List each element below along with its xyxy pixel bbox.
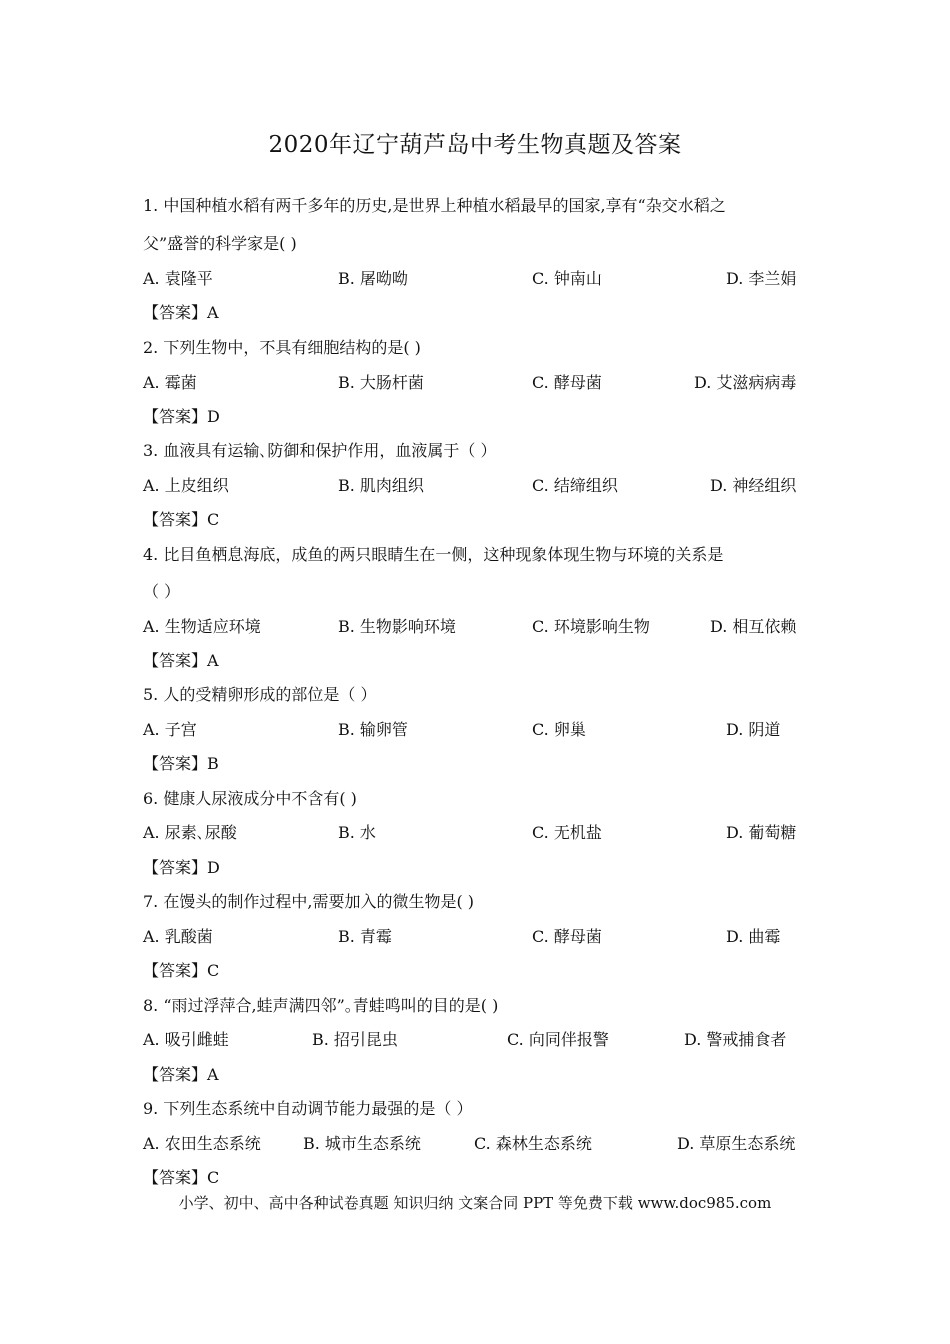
question-4-line-1: 4. 比目鱼栖息海底，成鱼的两只眼睛生在一侧，这种现象体现生物与环境的关系是 bbox=[143, 545, 724, 564]
question-7-answer: 【答案】C bbox=[143, 961, 220, 980]
question-6-option-c: C. 无机盐 bbox=[532, 823, 602, 842]
question-5-option-a: A. 子宫 bbox=[143, 720, 197, 739]
page-title: 2020年辽宁葫芦岛中考生物真题及答案 bbox=[268, 132, 682, 158]
question-3-line-1: 3. 血液具有运输､防御和保护作用，血液属于（ ） bbox=[143, 441, 497, 460]
question-4-option-b: B. 生物影响环境 bbox=[338, 617, 456, 636]
question-5-answer: 【答案】B bbox=[143, 754, 219, 773]
question-8-line-1: 8. “雨过浮萍合,蛙声满四邻”｡青蛙鸣叫的目的是( ) bbox=[143, 996, 499, 1015]
question-7-option-b: B. 青霉 bbox=[338, 927, 392, 946]
question-1-line-2: 父”盛誉的科学家是( ) bbox=[143, 234, 297, 253]
question-9-option-b: B. 城市生态系统 bbox=[303, 1134, 421, 1153]
question-8-answer: 【答案】A bbox=[143, 1065, 219, 1084]
question-2-option-c: C. 酵母菌 bbox=[532, 373, 602, 392]
question-3-option-c: C. 结缔组织 bbox=[532, 476, 618, 495]
question-6-option-d: D. 葡萄糖 bbox=[726, 823, 797, 842]
question-7-line-1: 7. 在馒头的制作过程中,需要加入的微生物是( ) bbox=[143, 892, 475, 911]
question-6-option-b: B. 水 bbox=[338, 823, 376, 842]
question-2-line-1: 2. 下列生物中，不具有细胞结构的是( ) bbox=[143, 338, 421, 357]
question-6-option-a: A. 尿素､尿酸 bbox=[143, 823, 237, 842]
question-1-option-c: C. 钟南山 bbox=[532, 269, 602, 288]
question-9-line-1: 9. 下列生态系统中自动调节能力最强的是（ ） bbox=[143, 1099, 473, 1118]
question-1-line-1: 1. 中国种植水稻有两千多年的历史,是世界上种植水稻最早的国家,享有“杂交水稻之 bbox=[143, 196, 726, 215]
question-3-option-b: B. 肌肉组织 bbox=[338, 476, 424, 495]
question-5-option-c: C. 卵巢 bbox=[532, 720, 586, 739]
question-1-option-b: B. 屠呦呦 bbox=[338, 269, 408, 288]
question-4-option-d: D. 相互依赖 bbox=[710, 617, 797, 636]
question-1-option-a: A. 袁隆平 bbox=[143, 269, 213, 288]
question-2-option-b: B. 大肠杆菌 bbox=[338, 373, 424, 392]
question-4-option-c: C. 环境影响生物 bbox=[532, 617, 650, 636]
question-4-answer: 【答案】A bbox=[143, 651, 219, 670]
question-7-option-c: C. 酵母菌 bbox=[532, 927, 602, 946]
question-2-option-d: D. 艾滋病病毒 bbox=[694, 373, 797, 392]
question-5-option-b: B. 输卵管 bbox=[338, 720, 408, 739]
question-1-option-d: D. 李兰娟 bbox=[726, 269, 797, 288]
question-4-line-2: （ ） bbox=[143, 582, 181, 601]
question-4-option-a: A. 生物适应环境 bbox=[143, 617, 261, 636]
question-3-option-d: D. 神经组织 bbox=[710, 476, 797, 495]
question-8-option-a: A. 吸引雌蛙 bbox=[143, 1030, 229, 1049]
page-footer: 小学、初中、高中各种试卷真题 知识归纳 文案合同 PPT 等免费下载 www.doc985.com bbox=[178, 1194, 772, 1212]
question-7-option-d: D. 曲霉 bbox=[726, 927, 781, 946]
question-6-answer: 【答案】D bbox=[143, 858, 220, 877]
question-5-option-d: D. 阴道 bbox=[726, 720, 781, 739]
question-8-option-c: C. 向同伴报警 bbox=[507, 1030, 609, 1049]
question-6-line-1: 6. 健康人尿液成分中不含有( ) bbox=[143, 789, 357, 808]
question-2-option-a: A. 霉菌 bbox=[143, 373, 197, 392]
question-8-option-b: B. 招引昆虫 bbox=[312, 1030, 398, 1049]
question-3-answer: 【答案】C bbox=[143, 510, 220, 529]
question-2-answer: 【答案】D bbox=[143, 407, 220, 426]
question-7-option-a: A. 乳酸菌 bbox=[143, 927, 213, 946]
question-9-option-c: C. 森林生态系统 bbox=[474, 1134, 592, 1153]
question-8-option-d: D. 警戒捕食者 bbox=[684, 1030, 787, 1049]
question-1-answer: 【答案】A bbox=[143, 303, 219, 322]
question-9-answer: 【答案】C bbox=[143, 1168, 220, 1187]
question-5-line-1: 5. 人的受精卵形成的部位是（ ） bbox=[143, 685, 377, 704]
question-3-option-a: A. 上皮组织 bbox=[143, 476, 229, 495]
question-9-option-a: A. 农田生态系统 bbox=[143, 1134, 261, 1153]
question-9-option-d: D. 草原生态系统 bbox=[677, 1134, 796, 1153]
